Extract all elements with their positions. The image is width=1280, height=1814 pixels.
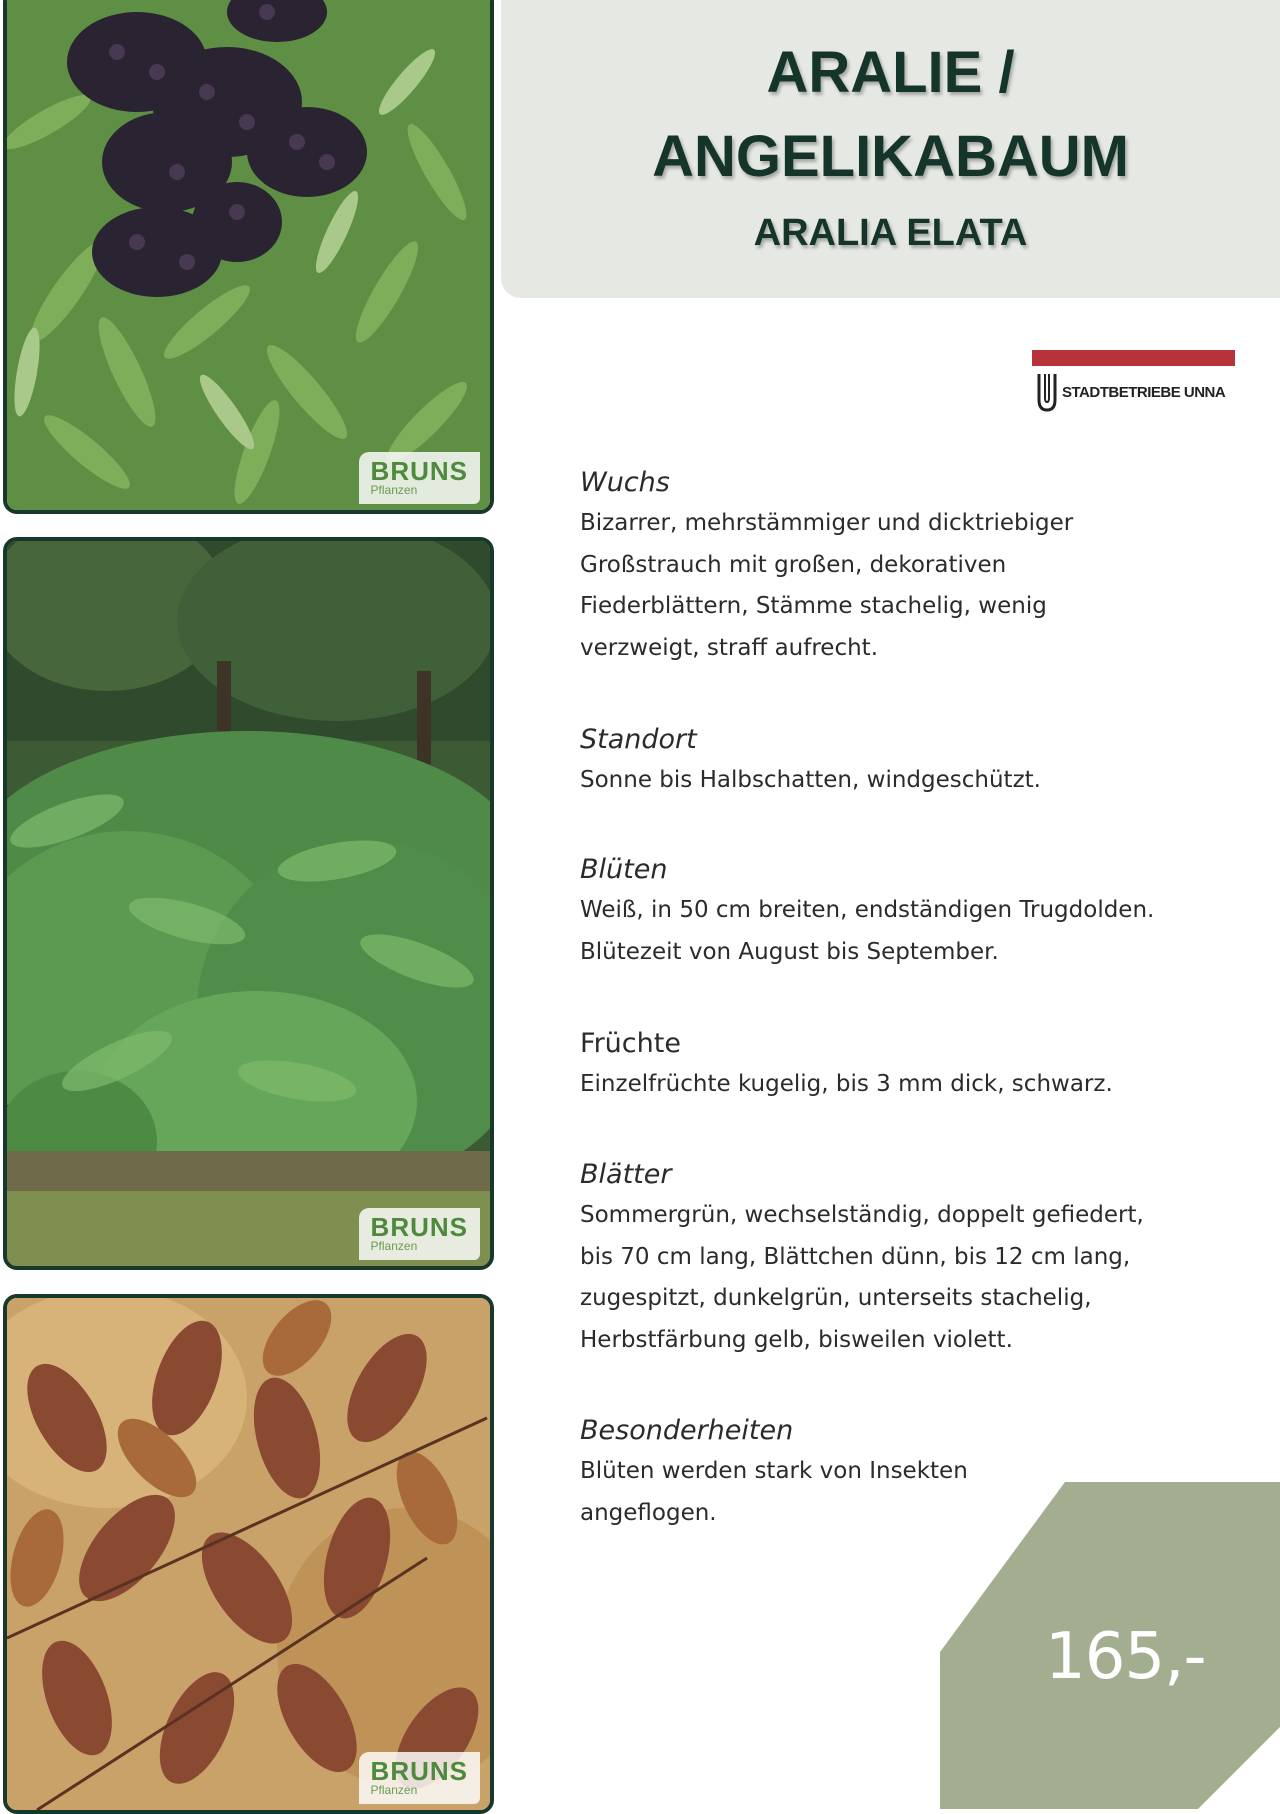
bruns-logo-sub: Pflanzen bbox=[370, 1783, 418, 1797]
photo-berries bbox=[3, 0, 494, 514]
photo-shrub bbox=[3, 537, 494, 1270]
section-heading: Standort bbox=[580, 724, 697, 755]
section-heading: Früchte bbox=[580, 1028, 681, 1059]
section-body: Sommergrün, wechselständig, doppelt gefiedert, bis 70 cm lang, Blättchen dünn, bis 12 cm lang, zugespitzt, dunkelgrün, unterseits stachelig, Herbstfärbung gelb, bisweilen violett. bbox=[580, 1202, 1144, 1353]
section-heading: Blüten bbox=[580, 854, 668, 885]
page-title-line1: ARALIE / bbox=[766, 40, 1015, 105]
shrub-image bbox=[7, 541, 490, 1266]
unna-u-mark-icon bbox=[1036, 372, 1058, 412]
logo-text: STADTBETRIEBE UNNA bbox=[1062, 383, 1226, 401]
photo-autumn-leaves bbox=[3, 1294, 494, 1814]
logo-red-bar bbox=[1032, 350, 1235, 366]
bruns-watermark bbox=[359, 1752, 480, 1804]
section-body: Blüten werden stark von Insekten angeflogen. bbox=[580, 1458, 968, 1526]
page-title-line2: ANGELIKABAUM bbox=[652, 124, 1129, 189]
section-body: Einzelfrüchte kugelig, bis 3 mm dick, schwarz. bbox=[580, 1071, 1113, 1097]
section-heading: Blätter bbox=[580, 1159, 672, 1190]
section-heading: Besonderheiten bbox=[580, 1415, 794, 1446]
berries-image bbox=[7, 0, 490, 510]
title-box bbox=[501, 0, 1280, 298]
bruns-logo-sub: Pflanzen bbox=[370, 483, 418, 497]
section-wuchs bbox=[580, 463, 1240, 669]
botanical-name: ARALIA ELATA bbox=[753, 212, 1028, 254]
bruns-logo-sub: Pflanzen bbox=[370, 1239, 418, 1253]
section-body: Weiß, in 50 cm breiten, endständigen Trugdolden. Blütezeit von August bis September. bbox=[580, 897, 1155, 965]
section-body: Bizarrer, mehrstämmiger und dicktriebiger Großstrauch mit großen, dekorativen Fiederblättern, Stämme stachelig, wenig verzweigt, straff aufrecht. bbox=[580, 510, 1074, 661]
bruns-watermark bbox=[359, 1208, 480, 1260]
section-fruechte bbox=[580, 1024, 1240, 1106]
autumn-leaves-image bbox=[7, 1298, 490, 1810]
price-label: 165,- bbox=[1045, 1620, 1206, 1694]
bruns-logo-word: BRUNS bbox=[370, 1756, 468, 1786]
stadtbetriebe-unna-logo bbox=[1036, 371, 1225, 413]
section-blueten bbox=[580, 850, 1240, 973]
bruns-logo-word: BRUNS bbox=[370, 1212, 468, 1242]
bruns-logo-word: BRUNS bbox=[370, 456, 468, 486]
section-heading: Wuchs bbox=[580, 467, 670, 498]
section-blaetter bbox=[580, 1155, 1240, 1361]
section-body: Sonne bis Halbschatten, windgeschützt. bbox=[580, 767, 1041, 793]
section-standort bbox=[580, 720, 1240, 802]
bruns-watermark bbox=[359, 452, 480, 504]
